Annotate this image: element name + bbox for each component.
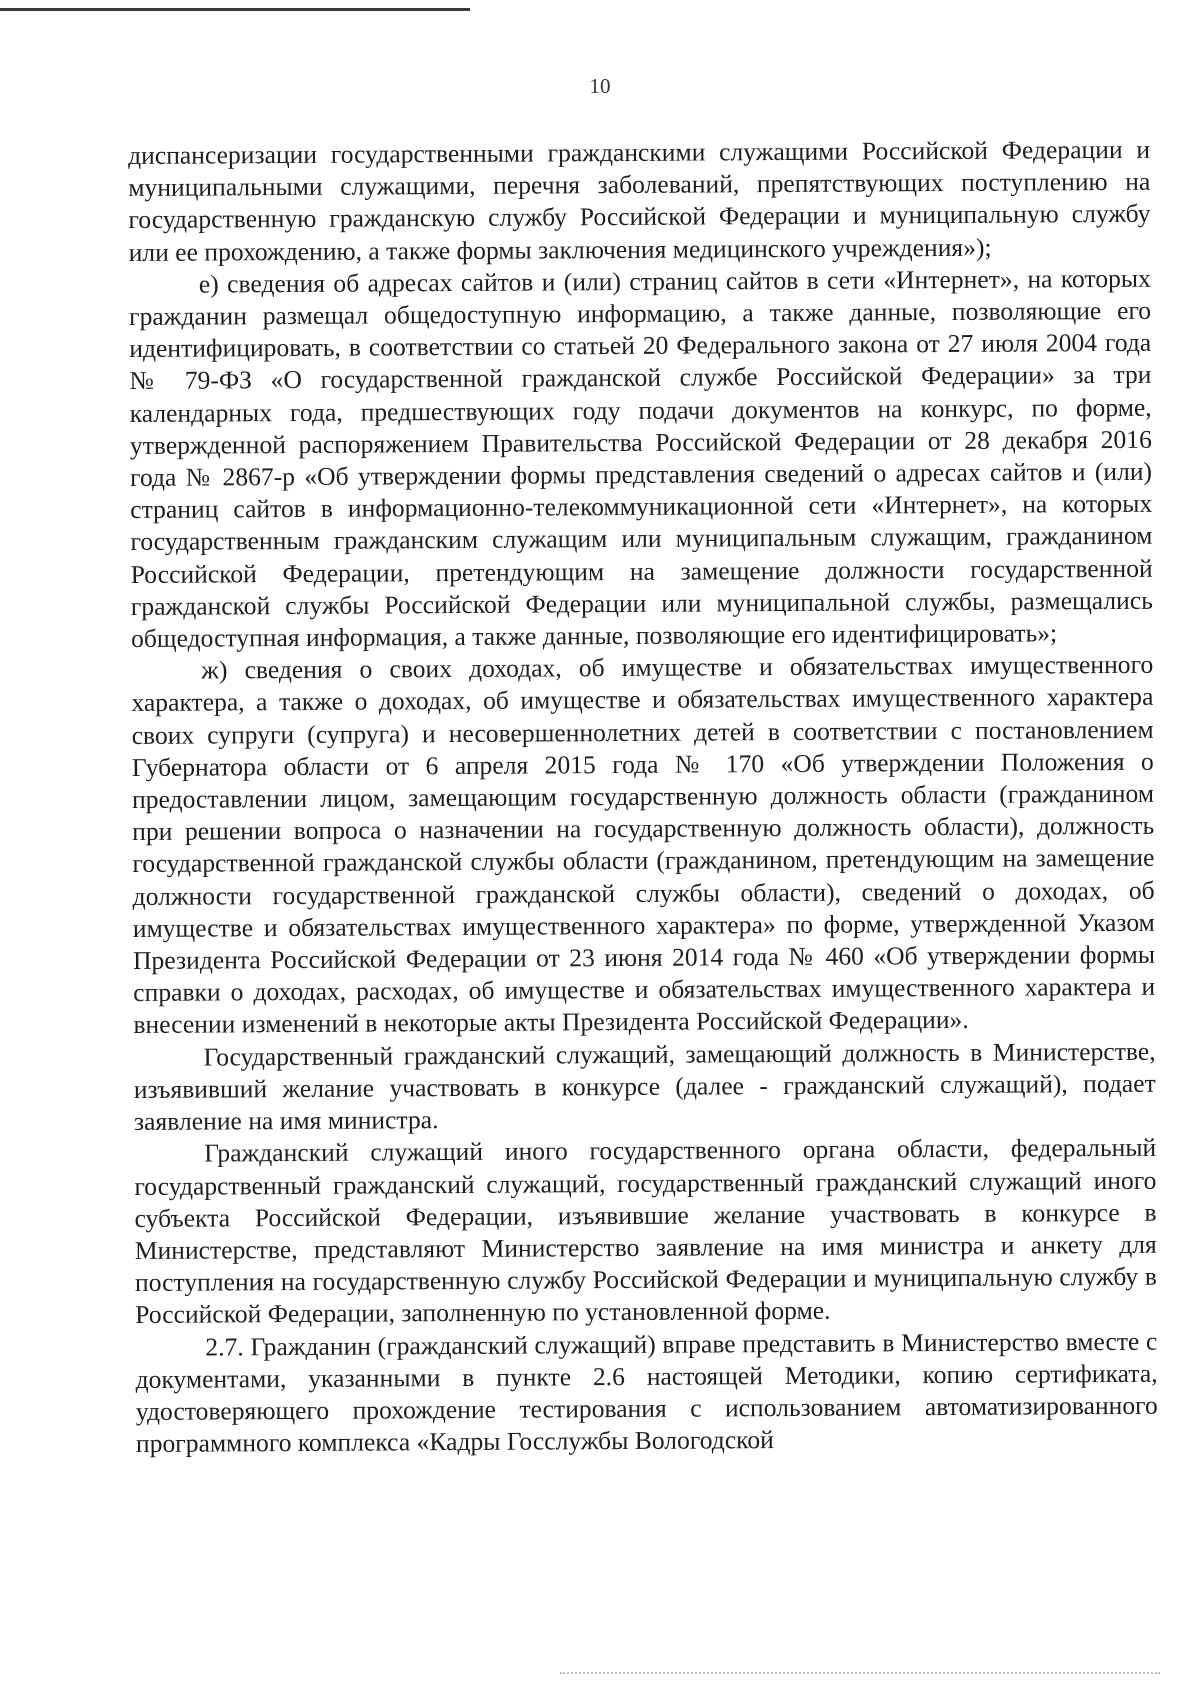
paragraph-item-e: е) сведения об адресах сайтов и (или) страниц сайтов в сети «Интернет», на которых гражданин размещал общедоступную информацию, а также данные, позволяющие его идентифицировать, в соответствии со статьей 20 Федерального закона от 27 июля 2004 года № 79-ФЗ «О государственной гражданской службе Российской Федерации» за три календарных года, предшествующих году подачи документов на конкурс, по форме, утвержденной распоряжением Правительства Российской Федерации от 28 декабря 2016 года № 2867-р «Об утверждении формы представления сведений о адресах сайтов и (или) страниц сайтов в информационно-телекоммуникационной сети «Интернет», на которых государственным гражданским служащим или муниципальным служащим, гражданином Российской Федерации, претендующим на замещение должности государственной гражданской службы Российской Федерации или муниципальной службы, размещались общедоступная информация, а также данные, позволяющие его идентифицировать»;: [128, 263, 1153, 654]
page-number: 10: [589, 74, 611, 98]
scan-edge-line: [0, 8, 470, 11]
document-body: [128, 134, 1158, 1461]
scan-noise: [560, 1672, 1160, 1676]
paragraph-civil-servant: Государственный гражданский служащий, замещающий должность в Министерстве, изъявивший желание участвовать в конкурсе (далее - гражданский служащий), подает заявление на имя министра.: [133, 1036, 1156, 1137]
paragraph-section-2-7: 2.7. Гражданин (гражданский служащий) вправе представить в Министерство вместе с документами, указанными в пункте 2.6 настоящей Методики, копию сертификата, удостоверяющего прохождение тестирования с использованием автоматизированного программного комплекса «Кадры Госслужбы Вологодской: [135, 1326, 1158, 1459]
paragraph-continuation: диспансеризации государственными гражданскими служащими Российской Федерации и муниципальными служащими, перечня заболеваний, препятствующих поступлению на государственную гражданскую службу Российской Федерации и муниципальную службу или ее прохождению, а также формы заключения медицинского учреждения»);: [128, 134, 1151, 267]
paragraph-other-agency-servant: Гражданский служащий иного государственного органа области, федеральный государственный гражданский служащий, государственный гражданский служащий иного субъекта Российской Федерации, изъявившие желание участвовать в конкурсе в Министерстве, представляют Министерство заявление на имя министра и анкету для поступления на государственную службу Российской Федерации и муниципальную службу в Российской Федерации, заполненную по установленной форме.: [134, 1133, 1158, 1330]
paragraph-item-zh: ж) сведения о своих доходах, об имуществе и обязательствах имущественного характера, а также о доходах, об имуществе и обязательствах имущественного характера своих супруги (супруга) и несовершеннолетних детей в соответствии с постановлением Губернатора области от 6 апреля 2015 года № 170 «Об утверждении Положения о предоставлении лицом, замещающим государственную должность области (гражданином при решении вопроса о назначении на государственную должность области), должность государственной гражданской службы области (гражданином, претендующим на замещение должности государственной гражданской службы области), сведений о доходах, об имуществе и обязательствах имущественного характера» по форме, утвержденной Указом Президента Российской Федерации от 23 июня 2014 года № 460 «Об утверждении формы справки о доходах, расходах, об имуществе и обязательствах имущественного характера и внесении изменений в некоторые акты Президента Российской Федерации».: [131, 649, 1156, 1040]
